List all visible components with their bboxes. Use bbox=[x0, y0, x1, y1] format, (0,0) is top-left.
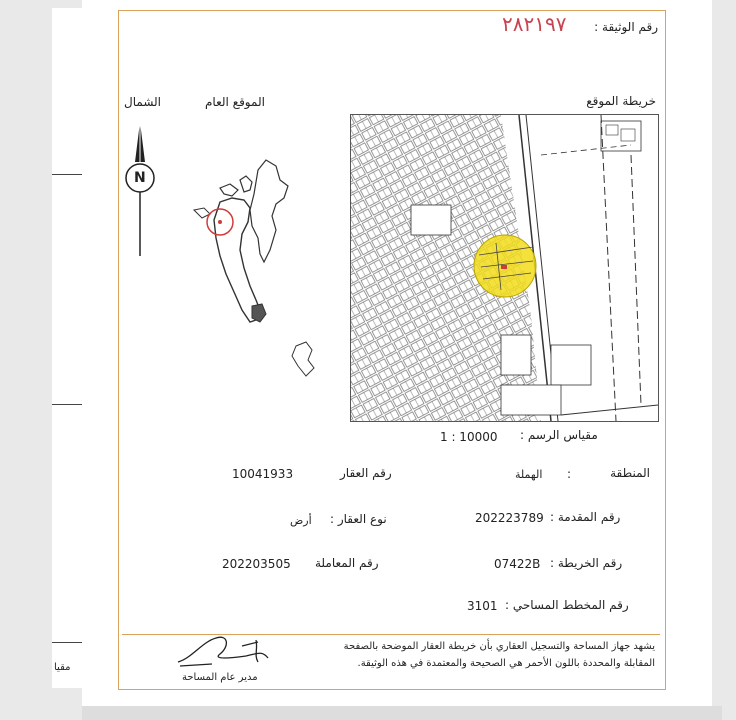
area-value: الهملة bbox=[515, 468, 543, 481]
certification-text: يشهد جهاز المساحة والتسجيل العقاري بأن خريطة العقار الموضحة بالصفحة المقابلة والمحددة باللون الأحمر هي الصحيحة والمعتمدة في هذه الوثيقة. bbox=[343, 641, 655, 669]
page-bottom-edge bbox=[82, 706, 722, 720]
request-number-label: رقم المقدمة : bbox=[550, 510, 621, 524]
transaction-number-label: رقم المعاملة bbox=[315, 556, 379, 570]
site-map bbox=[350, 114, 659, 422]
site-map-label: خريطة الموقع bbox=[586, 94, 656, 108]
back-page-edge-text: مقيا bbox=[54, 662, 71, 673]
back-page-edge bbox=[52, 8, 83, 688]
map-number-value: 07422B bbox=[494, 557, 541, 571]
country-location-map bbox=[180, 150, 330, 380]
transaction-number-value: 202203505 bbox=[222, 557, 291, 571]
property-type-label: نوع العقار : bbox=[330, 512, 387, 526]
map-number-label: رقم الخريطة : bbox=[550, 556, 623, 570]
general-location-label: الموقع العام bbox=[205, 95, 265, 109]
request-number-value: 202223789 bbox=[475, 511, 544, 525]
scale-label: مقياس الرسم : bbox=[520, 428, 598, 442]
doc-number-value: ٢٨٢١٩٧ bbox=[502, 12, 567, 36]
signature bbox=[172, 628, 282, 672]
property-number-label: رقم العقار bbox=[340, 466, 392, 480]
survey-plan-value: 3101 bbox=[467, 599, 498, 613]
north-letter: N bbox=[134, 170, 146, 186]
north-label: الشمال bbox=[124, 95, 162, 109]
property-number-value: 10041933 bbox=[232, 467, 294, 481]
north-arrow-icon bbox=[120, 118, 160, 260]
survey-plan-label: رقم المخطط المساحي : bbox=[505, 598, 629, 612]
signature-caption: مدير عام المساحة bbox=[182, 672, 258, 683]
scale-value: 1 : 10000 bbox=[440, 430, 498, 444]
doc-number-label: رقم الوثيقة : bbox=[594, 20, 658, 34]
area-separator: : bbox=[567, 467, 572, 481]
property-type-value: أرض bbox=[290, 514, 312, 527]
area-label: المنطقة bbox=[610, 466, 650, 480]
